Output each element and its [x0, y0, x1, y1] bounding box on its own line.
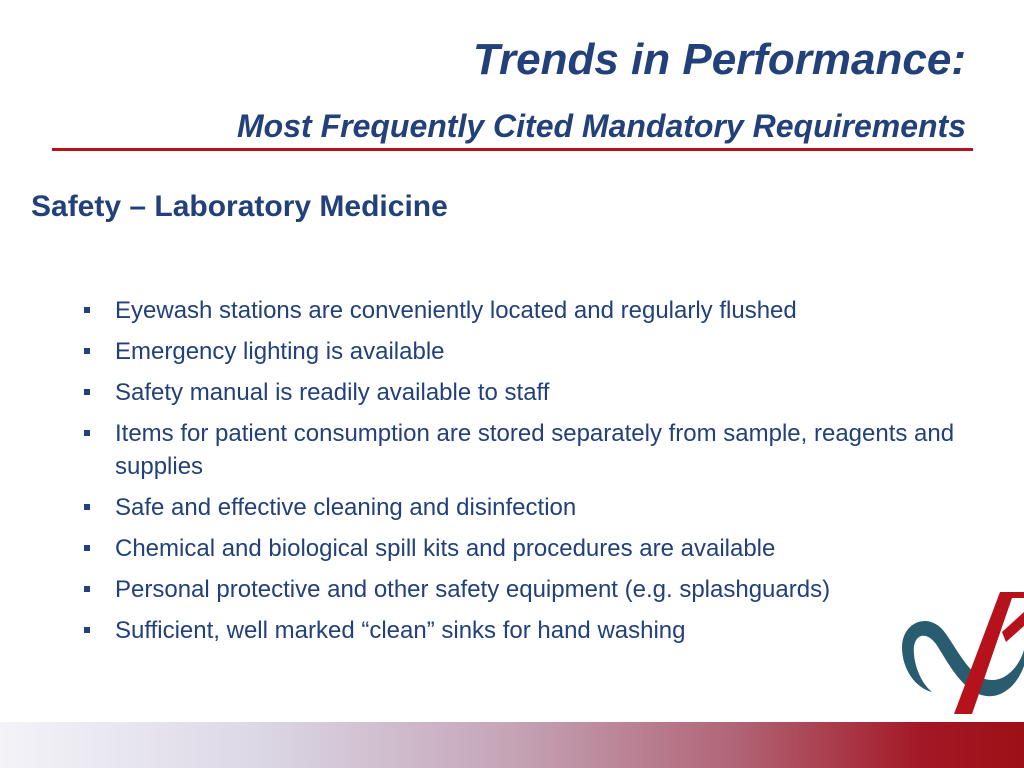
square-bullet-icon	[84, 627, 90, 633]
list-item	[80, 614, 960, 647]
square-bullet-icon	[84, 348, 90, 354]
list-item-text: Eyewash stations are conveniently located and regularly flushed	[115, 297, 797, 324]
accreditation-logo-icon	[902, 592, 1024, 722]
list-item	[80, 417, 960, 483]
list-item	[80, 532, 960, 565]
square-bullet-icon	[84, 586, 90, 592]
footer-gradient-band	[0, 722, 1024, 768]
list-item	[80, 294, 960, 327]
slide-subtitle: Most Frequently Cited Mandatory Requirements	[237, 108, 966, 144]
square-bullet-icon	[84, 389, 90, 395]
square-bullet-icon	[84, 430, 90, 436]
list-item-text: Chemical and biological spill kits and procedures are available	[115, 535, 776, 562]
slide-title: Trends in Performance:	[472, 35, 966, 84]
list-item	[80, 376, 960, 409]
list-item	[80, 335, 960, 368]
list-item-text: Personal protective and other safety equipment (e.g. splashguards)	[115, 576, 831, 603]
list-item-text: Safety manual is readily available to staff	[115, 379, 550, 406]
list-item	[80, 573, 960, 606]
square-bullet-icon	[84, 307, 90, 313]
list-item-text: Emergency lighting is available	[115, 338, 445, 365]
list-item	[80, 491, 960, 524]
square-bullet-icon	[84, 504, 90, 510]
square-bullet-icon	[84, 545, 90, 551]
list-item-text: Items for patient consumption are stored separately from sample, reagents and supplies	[115, 420, 955, 480]
list-item-text: Sufficient, well marked “clean” sinks for hand washing	[115, 617, 686, 644]
section-heading: Safety – Laboratory Medicine	[31, 190, 448, 223]
title-divider	[52, 148, 973, 151]
bullet-list	[80, 294, 960, 655]
list-item-text: Safe and effective cleaning and disinfection	[115, 494, 577, 521]
